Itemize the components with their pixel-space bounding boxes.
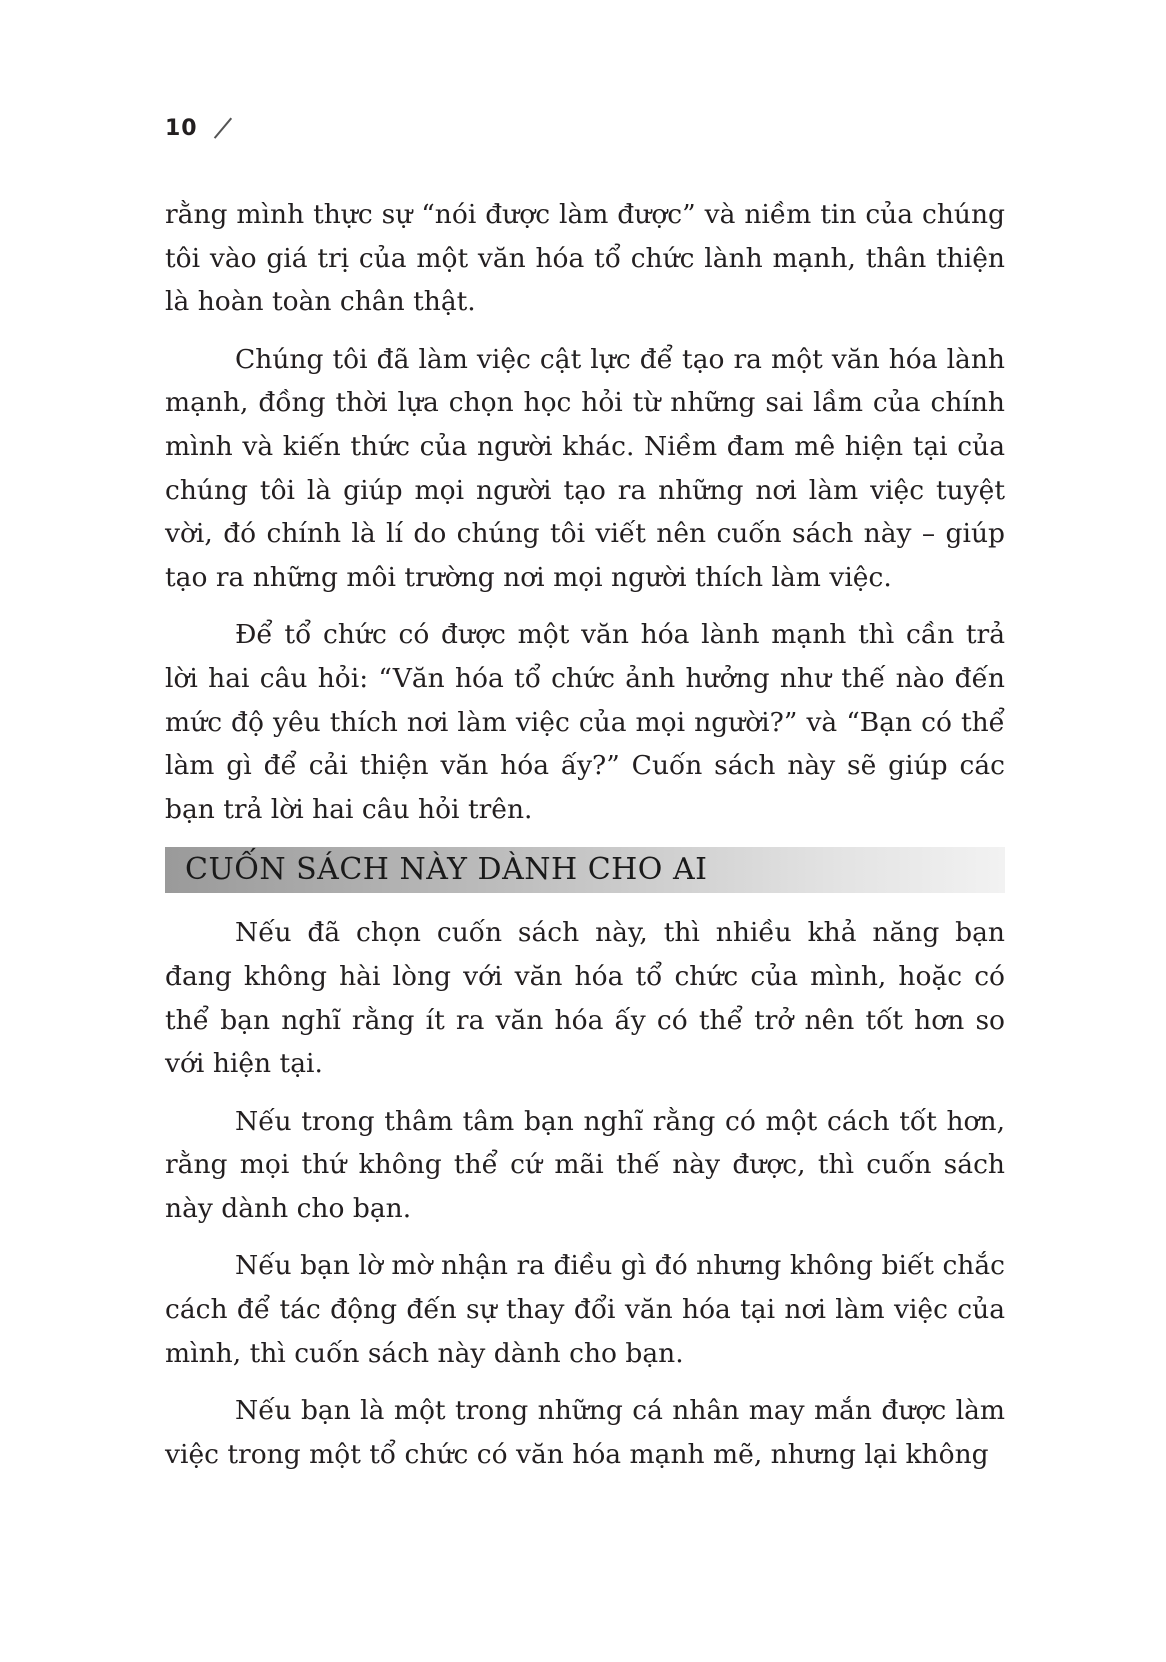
page-number: 10 [165, 115, 198, 141]
page-body [165, 193, 1005, 1490]
section-heading: CUỐN SÁCH NÀY DÀNH CHO AI [165, 847, 1005, 893]
paragraph: Để tổ chức có được một văn hóa lành mạnh thì cần trả lời hai câu hỏi: “Văn hóa tổ chức ảnh hưởng như thế nào đến mức độ yêu thích nơi làm việc của mọi người?” và “Bạn có thể làm gì để cải thiện văn hóa ấy?” Cuốn sách này sẽ giúp các bạn trả lời hai câu hỏi trên. [165, 619, 1005, 825]
page-header [165, 113, 232, 143]
paragraph: Nếu đã chọn cuốn sách này, thì nhiều khả năng bạn đang không hài lòng với văn hóa tổ chức của mình, hoặc có thể bạn nghĩ rằng ít ra văn hóa ấy có thể trở nên tốt hơn so với hiện tại. [165, 917, 1005, 1080]
paragraph: Nếu trong thâm tâm bạn nghĩ rằng có một cách tốt hơn, rằng mọi thứ không thể cứ mãi thế này được, thì cuốn sách này dành cho bạn. [165, 1105, 1005, 1224]
header-divider-slash [214, 117, 232, 139]
paragraph: Chúng tôi đã làm việc cật lực để tạo ra một văn hóa lành mạnh, đồng thời lựa chọn học hỏi từ những sai lầm của chính mình và kiến thức của người khác. Niềm đam mê hiện tại của chúng tôi là giúp mọi người tạo ra những nơi làm việc tuyệt vời, đó chính là lí do chúng tôi viết nên cuốn sách này – giúp tạo ra những môi trường nơi mọi người thích làm việc. [165, 343, 1005, 593]
paragraph: Nếu bạn là một trong những cá nhân may mắn được làm việc trong một tổ chức có văn hóa mạnh mẽ, nhưng lại không [165, 1395, 1005, 1470]
paragraph: Nếu bạn lờ mờ nhận ra điều gì đó nhưng không biết chắc cách để tác động đến sự thay đổi văn hóa tại nơi làm việc của mình, thì cuốn sách này dành cho bạn. [165, 1250, 1005, 1369]
paragraph-continuation: rằng mình thực sự “nói được làm được” và niềm tin của chúng tôi vào giá trị của một văn hóa tổ chức lành mạnh, thân thiện là hoàn toàn chân thật. [165, 199, 1005, 318]
